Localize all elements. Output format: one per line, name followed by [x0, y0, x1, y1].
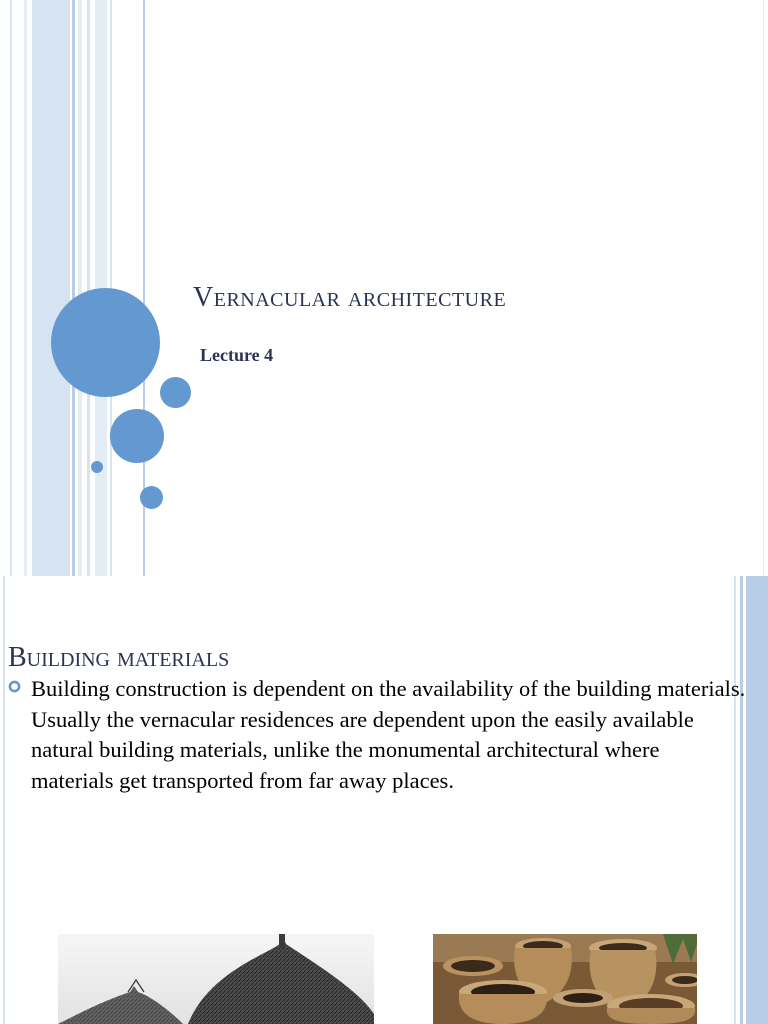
clay-pots-image: [433, 934, 697, 1024]
decor-stripe: [78, 0, 82, 576]
thatched-huts-image: [58, 934, 374, 1024]
bullet-text: Building construction is dependent on the availability of the building materials. Usually the vernacular residences are dependent upon the easily available natural building materials, unlike the monumental architectural where materials get transported from far away places.: [31, 676, 746, 793]
decor-circle-tiny: [91, 461, 103, 473]
decor-stripe: [763, 0, 768, 576]
decor-stripe: [87, 0, 90, 576]
decor-circle-small: [160, 377, 191, 408]
decor-stripe: [24, 0, 27, 576]
decor-circle-small: [140, 486, 163, 509]
decor-stripe: [72, 0, 75, 576]
decor-stripe: [10, 0, 12, 576]
decor-circle-large: [51, 288, 160, 397]
decor-circle-medium: [110, 409, 164, 463]
decor-stripe: [3, 576, 5, 1024]
slide-heading: Building materials: [8, 642, 230, 673]
slide-title: Vernacular architecture: [193, 282, 507, 313]
slide-subtitle: Lecture 4: [200, 345, 274, 365]
decor-stripe: [746, 576, 768, 1024]
decor-stripe: [740, 576, 743, 1024]
thatched-huts-photo: [58, 934, 374, 1024]
clay-pots-photo: [433, 934, 697, 1024]
decor-stripe: [734, 576, 736, 1024]
decor-stripe: [32, 0, 70, 576]
hollow-circle-bullet-icon: [8, 680, 21, 693]
content-slide: [0, 576, 768, 1024]
